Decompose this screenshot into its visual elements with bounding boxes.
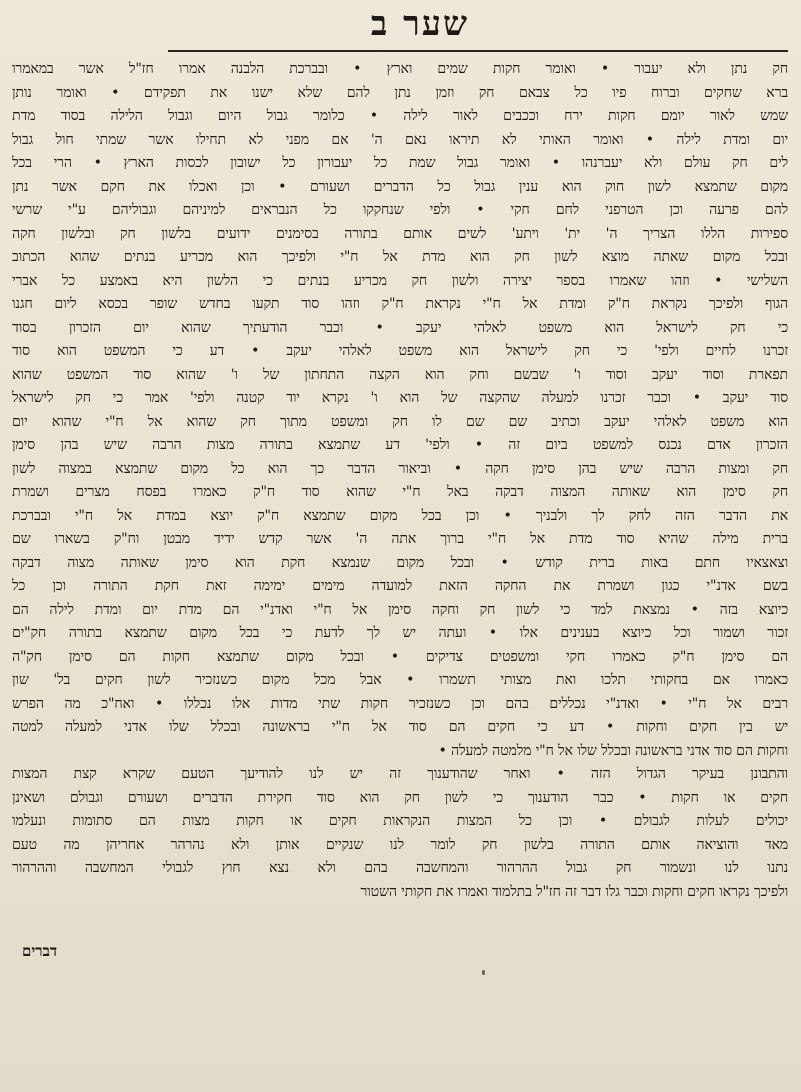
text-line: זכור ושמור וכל כיוצא בענינים אלו • ועתה יש לך לדעת כי בכל מקום שתמצא בתורה חק"ים [12,625,788,641]
text-line: להם פרעה וכן הטרפני לחם חקי • ולפי שנחקקו כל הנבראים למיניהם וגבוליהם ע"י שרשי [12,202,788,218]
text-line: הגוף ולפיכך נקראת ח"ק ומדת אל ח"י נקראת ח"ק וזהו סוד תקעו בחדש שופר בכסא ליום חגנו [12,296,788,312]
catchword: דברים [22,942,58,960]
text-line: וצאצאיו חתם באות ברית קודש • ובכל מקום שנמצא חקת הוא סימן שאותה מצוה דבקה [12,554,788,571]
text-line: בשם אדנ"י כגון ושמרת את החקה הזאת למועדה מימים ימימה זאת חקת התורה וכן כל [12,578,788,594]
text-line: חק ומצות הרבה שיש בהן סימן חקה • וביאור הדבר כך הוא כל מקום שתמצא במצוה לשון [12,460,788,477]
text-line: מקום שתמצא לשון חוק הוא ענין גבול כל הדברים ושעורם • וכן ואכלו את חקם אשר נתן [12,178,788,195]
page-title: שער ב [370,4,470,44]
text-line: הזכרון אדם נכנס למשפט ביום זה • ולפי' דע שתמצא בתורה מצות הרבה שיש בהן סימן [12,437,788,453]
text-line: כי חק לישראל הוא משפט לאלהי יעקב • וכבר הודעתיך שהוא יום הזכרון בסוד [12,319,788,336]
text-line: והתבונן בעיקר הגדול הזה • ואחר שהודענוך זה יש לנו להודיעך הטעם שקרא קצת המצות [12,766,788,782]
text-line: מאד והוציאה אותם התורה בלשון חק לומר לנו שנקיים אותן ולא נהרהר אחריהן מה טעם [12,836,788,853]
text-line: תפארת וסוד יעקב וסוד ו' שבשם וחק הוא הקצה התחתון של ו' שהוא סוד המשפט שהוא [12,366,788,383]
text-line: רבים אל ח"י • ואדנ"י נכללים בהם וכן כשנזכיר חקות שתי מדות אלו נכללו • ואח"כ מה הפרש [12,695,788,712]
text-line: יכולים לעלות לגבולם • וכן כל המצות הנקראות חקים או חקות מצות הם סתומות ונעלמו [12,813,788,829]
text-line: חק סימן הוא שאותה המצוה דבקה באל ח"י שהוא סוד ח"ק כאמרו בפסח מצרים ושמרת [12,484,788,500]
text-line: ברית מילה שהיא סוד מדת אל ח"י ברוך אתה ה' אשר קדש ידיד מבטן וח"ק בשארו שם [12,531,788,547]
page-header [0,0,801,56]
text-line: וחקות הם סוד אדני בראשונה ובכלל שלו אל ח"י מלמטה למעלה • [438,742,788,759]
text-line: ספירות הללו הצריך ה' ית' ויתע' לשים אותם בתורה בסימנים ידועים בלשון חק ובלשון חקה [12,225,788,242]
text-line: ברא שחקים וברוח פיו כל צבאם חק וזמן נתן להם שלא ישנו את תפקידם • ואומר נותן [12,84,788,101]
text-line: את הדבר הזה לחק לך ולבניך • וכן בכל מקום שתמצא ח"ק יוצא במדת אל ח"י ובברכת [12,507,788,524]
text-line: לים חק עולם ולא יעברנהו • ואומר גבול שמת כל יעבורון כל ישובון לכסות הארץ • הרי בכל [12,155,788,171]
text-line: ובכל מקום שאתה מוצא לשון חק הוא מדת אל ח"י ולפיכך הוא מכריע בנתים שהוא הכתוב [12,249,788,265]
text-line: הם סימן ח"ק כאמרו חקי ומשפטים צדיקים • ובכל מקום שתמצא חקות הם סימן חק"ה [12,648,788,665]
text-line: זכרנו לחיים ולפי' כי חק לישראל הוא משפט לאלהי יעקב • דע כי המשפט הוא סוד [12,343,788,359]
text-line: כיוצא בזה • נמצאת למד כי לשון חק וחקה סימן אל ח"י ואדנ"י הם מדת יום ומדת לילה הם [12,601,788,618]
text-line: חק נתן ולא יעבור • ואומר חקות שמים וארץ • ובברכת הלבנה אמרו חז"ל אשר במאמרו [12,61,788,77]
text-line: חקים או חקות • כבר הודענוך כי לשון חק הוא סוד חקירת הדברים ושעורם וגבולם ושאינן [12,789,788,806]
header-rule [168,50,788,52]
text-line: נתנו לנו ונשמור חק גבול ההרהור והמחשבה בהם ולא נצא חוץ לגבולי המחשבה וההרהור [12,860,788,876]
text-line: סוד יעקב • וכבר זכרנו למעלה שהקצה של הוא ו' נקרא יוד קטנה ולפי' אמר כי חק לישראל [12,390,788,406]
text-line: כאמרו אם בחקותי תלכו ואת מצותי תשמרו • אבל מכל מקום כשנזכיר לשון חקים בל' שון [12,672,788,688]
text-line: שמש לאור יומם חקות ירח וככבים לאור לילה • כלומר גבול היום וגבול הלילה בסוד מדת [12,108,788,124]
text-line: יש בין חקים וחקות • דע כי חקים הם סוד אל ח"י בראשונה ובכלל שלו אדני למעלה למטה [12,719,788,735]
text-line: השלישי • וזהו שאמרו בספר יצירה ולשון חק מכריע בנתים כי הלשון היא באמצע כל אברי [12,272,788,289]
text-line: ולפיכך נקראו חקים וחקות וכבר גלו דבר זה חז"ל בתלמוד ואמרו את חקותי השטור [360,883,788,900]
text-line: יום ומדת לילה • ואומר האותי לא תיראו נאם ה' אם מפני לא תחילו אשר שמתי חול גבול [12,131,788,148]
ink-speck [482,970,485,975]
text-line: הוא משפט לאלהי יעקב וכתיב שם שם לו חק ומשפט מתוך חק שהוא אל ח"י שהוא יום [12,413,788,430]
body-text [12,58,788,938]
